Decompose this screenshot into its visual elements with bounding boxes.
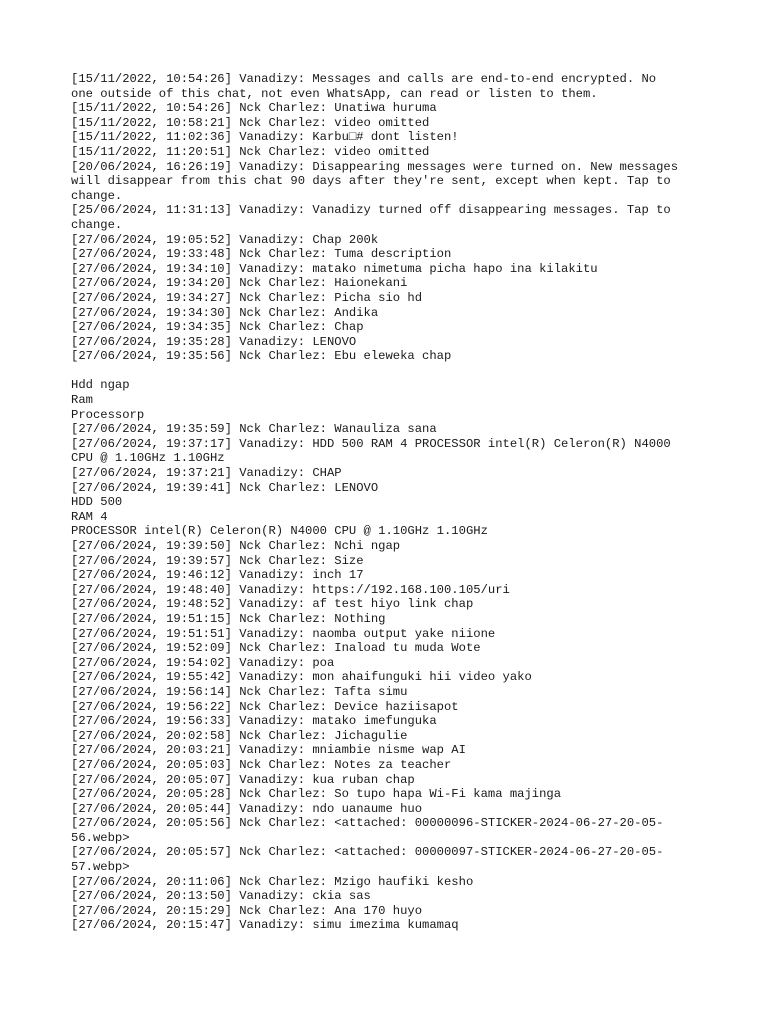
transcript-line: [20/06/2024, 16:26:19] Vanadizy: Disappearing messages were turned on. New messages — [71, 159, 679, 174]
transcript-line: CPU @ 1.10GHz 1.10GHz — [71, 451, 225, 466]
transcript-line: RAM 4 — [71, 509, 108, 524]
transcript-line: Hdd ngap — [71, 378, 130, 393]
transcript-line: will disappear from this chat 90 days after they're sent, except when kept. Tap to — [71, 174, 671, 189]
transcript-line: [27/06/2024, 19:48:52] Vanadizy: af test hiyo link chap — [71, 597, 474, 612]
transcript-line: change. — [71, 188, 123, 203]
transcript-line: [27/06/2024, 19:33:48] Nck Charlez: Tuma description — [71, 247, 452, 262]
transcript-line: [27/06/2024, 20:15:47] Vanadizy: simu imezima kumamaq — [71, 918, 459, 933]
transcript-line: [27/06/2024, 20:05:03] Nck Charlez: Notes za teacher — [71, 757, 452, 772]
transcript-line: [27/06/2024, 19:56:22] Nck Charlez: Device haziisapot — [71, 699, 459, 714]
transcript-line: [27/06/2024, 19:51:15] Nck Charlez: Nothing — [71, 611, 386, 626]
transcript-line: [27/06/2024, 20:03:21] Vanadizy: mniambie nisme wap AI — [71, 743, 466, 758]
transcript-line: [27/06/2024, 19:56:14] Nck Charlez: Tafta simu — [71, 684, 408, 699]
transcript-line: 56.webp> — [71, 830, 130, 845]
transcript-line: [27/06/2024, 19:34:35] Nck Charlez: Chap — [71, 320, 364, 335]
transcript-line: [27/06/2024, 20:05:57] Nck Charlez: <attached: 00000097-STICKER-2024-06-27-20-05- — [71, 845, 664, 860]
transcript-line: [27/06/2024, 19:39:50] Nck Charlez: Nchi ngap — [71, 539, 401, 553]
transcript-line: [25/06/2024, 11:31:13] Vanadizy: Vanadizy turned off disappearing messages. Tap to — [71, 203, 671, 218]
transcript-line: [27/06/2024, 19:39:41] Nck Charlez: LENOVO — [71, 480, 379, 495]
transcript-line: PROCESSOR intel(R) Celeron(R) N4000 CPU @ 1.10GHz 1.10GHz — [71, 524, 488, 539]
transcript-line: [15/11/2022, 11:20:51] Nck Charlez: video omitted — [71, 144, 430, 159]
transcript-line: [27/06/2024, 19:05:52] Vanadizy: Chap 200k — [71, 232, 379, 247]
transcript-line: [27/06/2024, 19:37:17] Vanadizy: HDD 500 RAM 4 PROCESSOR intel(R) Celeron(R) N4000 — [71, 436, 671, 451]
transcript-line: 57.webp> — [71, 860, 130, 875]
transcript-line: [27/06/2024, 19:35:59] Nck Charlez: Wanauliza sana — [71, 422, 437, 437]
transcript-line: [15/11/2022, 11:02:36] Vanadizy: Karbu□# dont listen! — [71, 130, 459, 145]
transcript-line: [27/06/2024, 20:02:58] Nck Charlez: Jichagulie — [71, 728, 408, 743]
transcript-line: [27/06/2024, 20:11:06] Nck Charlez: Mzigo haufiki kesho — [71, 874, 474, 889]
transcript-line: [27/06/2024, 19:34:27] Nck Charlez: Picha sio hd — [71, 290, 423, 305]
transcript-line: [27/06/2024, 19:48:40] Vanadizy: https://192.168.100.105/uri — [71, 582, 510, 597]
transcript-line: Processorp — [71, 407, 145, 422]
transcript-line: Ram — [71, 393, 93, 408]
transcript-line: [15/11/2022, 10:58:21] Nck Charlez: video omitted — [71, 115, 430, 130]
transcript-line: [27/06/2024, 19:39:57] Nck Charlez: Size — [71, 553, 364, 568]
transcript-line: [27/06/2024, 19:37:21] Vanadizy: CHAP — [71, 466, 342, 481]
transcript-line: [15/11/2022, 10:54:26] Nck Charlez: Unatiwa huruma — [71, 101, 437, 116]
transcript-line: [27/06/2024, 20:13:50] Vanadizy: ckia sas — [71, 889, 371, 904]
transcript-line: [27/06/2024, 19:34:10] Vanadizy: matako nimetuma picha hapo ina kilakitu — [71, 261, 598, 276]
transcript-line: [27/06/2024, 19:55:42] Vanadizy: mon ahaifunguki hii video yako — [71, 670, 532, 685]
transcript-line: [27/06/2024, 19:56:33] Vanadizy: matako imefunguka — [71, 714, 437, 729]
transcript-line: [15/11/2022, 10:54:26] Vanadizy: Messages and calls are end-to-end encrypted. No — [71, 72, 657, 86]
transcript-line: [27/06/2024, 20:05:07] Vanadizy: kua ruban chap — [71, 772, 415, 787]
transcript-line: [27/06/2024, 19:35:28] Vanadizy: LENOVO — [71, 334, 357, 349]
chat-transcript — [71, 72, 711, 933]
transcript-line: one outside of this chat, not even WhatsApp, can read or listen to them. — [71, 86, 598, 101]
transcript-line: [27/06/2024, 19:34:20] Nck Charlez: Haionekani — [71, 276, 408, 291]
transcript-line: [27/06/2024, 19:34:30] Nck Charlez: Andika — [71, 305, 379, 320]
transcript-line: [27/06/2024, 19:52:09] Nck Charlez: Inaload tu muda Wote — [71, 641, 481, 656]
transcript-line: [27/06/2024, 20:05:28] Nck Charlez: So tupo hapa Wi-Fi kama majinga — [71, 787, 562, 802]
transcript-line: [27/06/2024, 19:54:02] Vanadizy: poa — [71, 655, 335, 670]
transcript-line: [27/06/2024, 20:05:44] Vanadizy: ndo uanaume huo — [71, 801, 423, 816]
transcript-line — [71, 364, 711, 379]
transcript-line: change. — [71, 217, 123, 232]
transcript-line: HDD 500 — [71, 495, 123, 510]
transcript-line: [27/06/2024, 19:46:12] Vanadizy: inch 17 — [71, 568, 364, 583]
transcript-line: [27/06/2024, 19:35:56] Nck Charlez: Ebu eleweka chap — [71, 349, 452, 364]
transcript-line: [27/06/2024, 19:51:51] Vanadizy: naomba output yake niione — [71, 626, 496, 641]
transcript-line: [27/06/2024, 20:05:56] Nck Charlez: <attached: 00000096-STICKER-2024-06-27-20-05- — [71, 816, 664, 831]
transcript-line: [27/06/2024, 20:15:29] Nck Charlez: Ana 170 huyo — [71, 903, 423, 918]
